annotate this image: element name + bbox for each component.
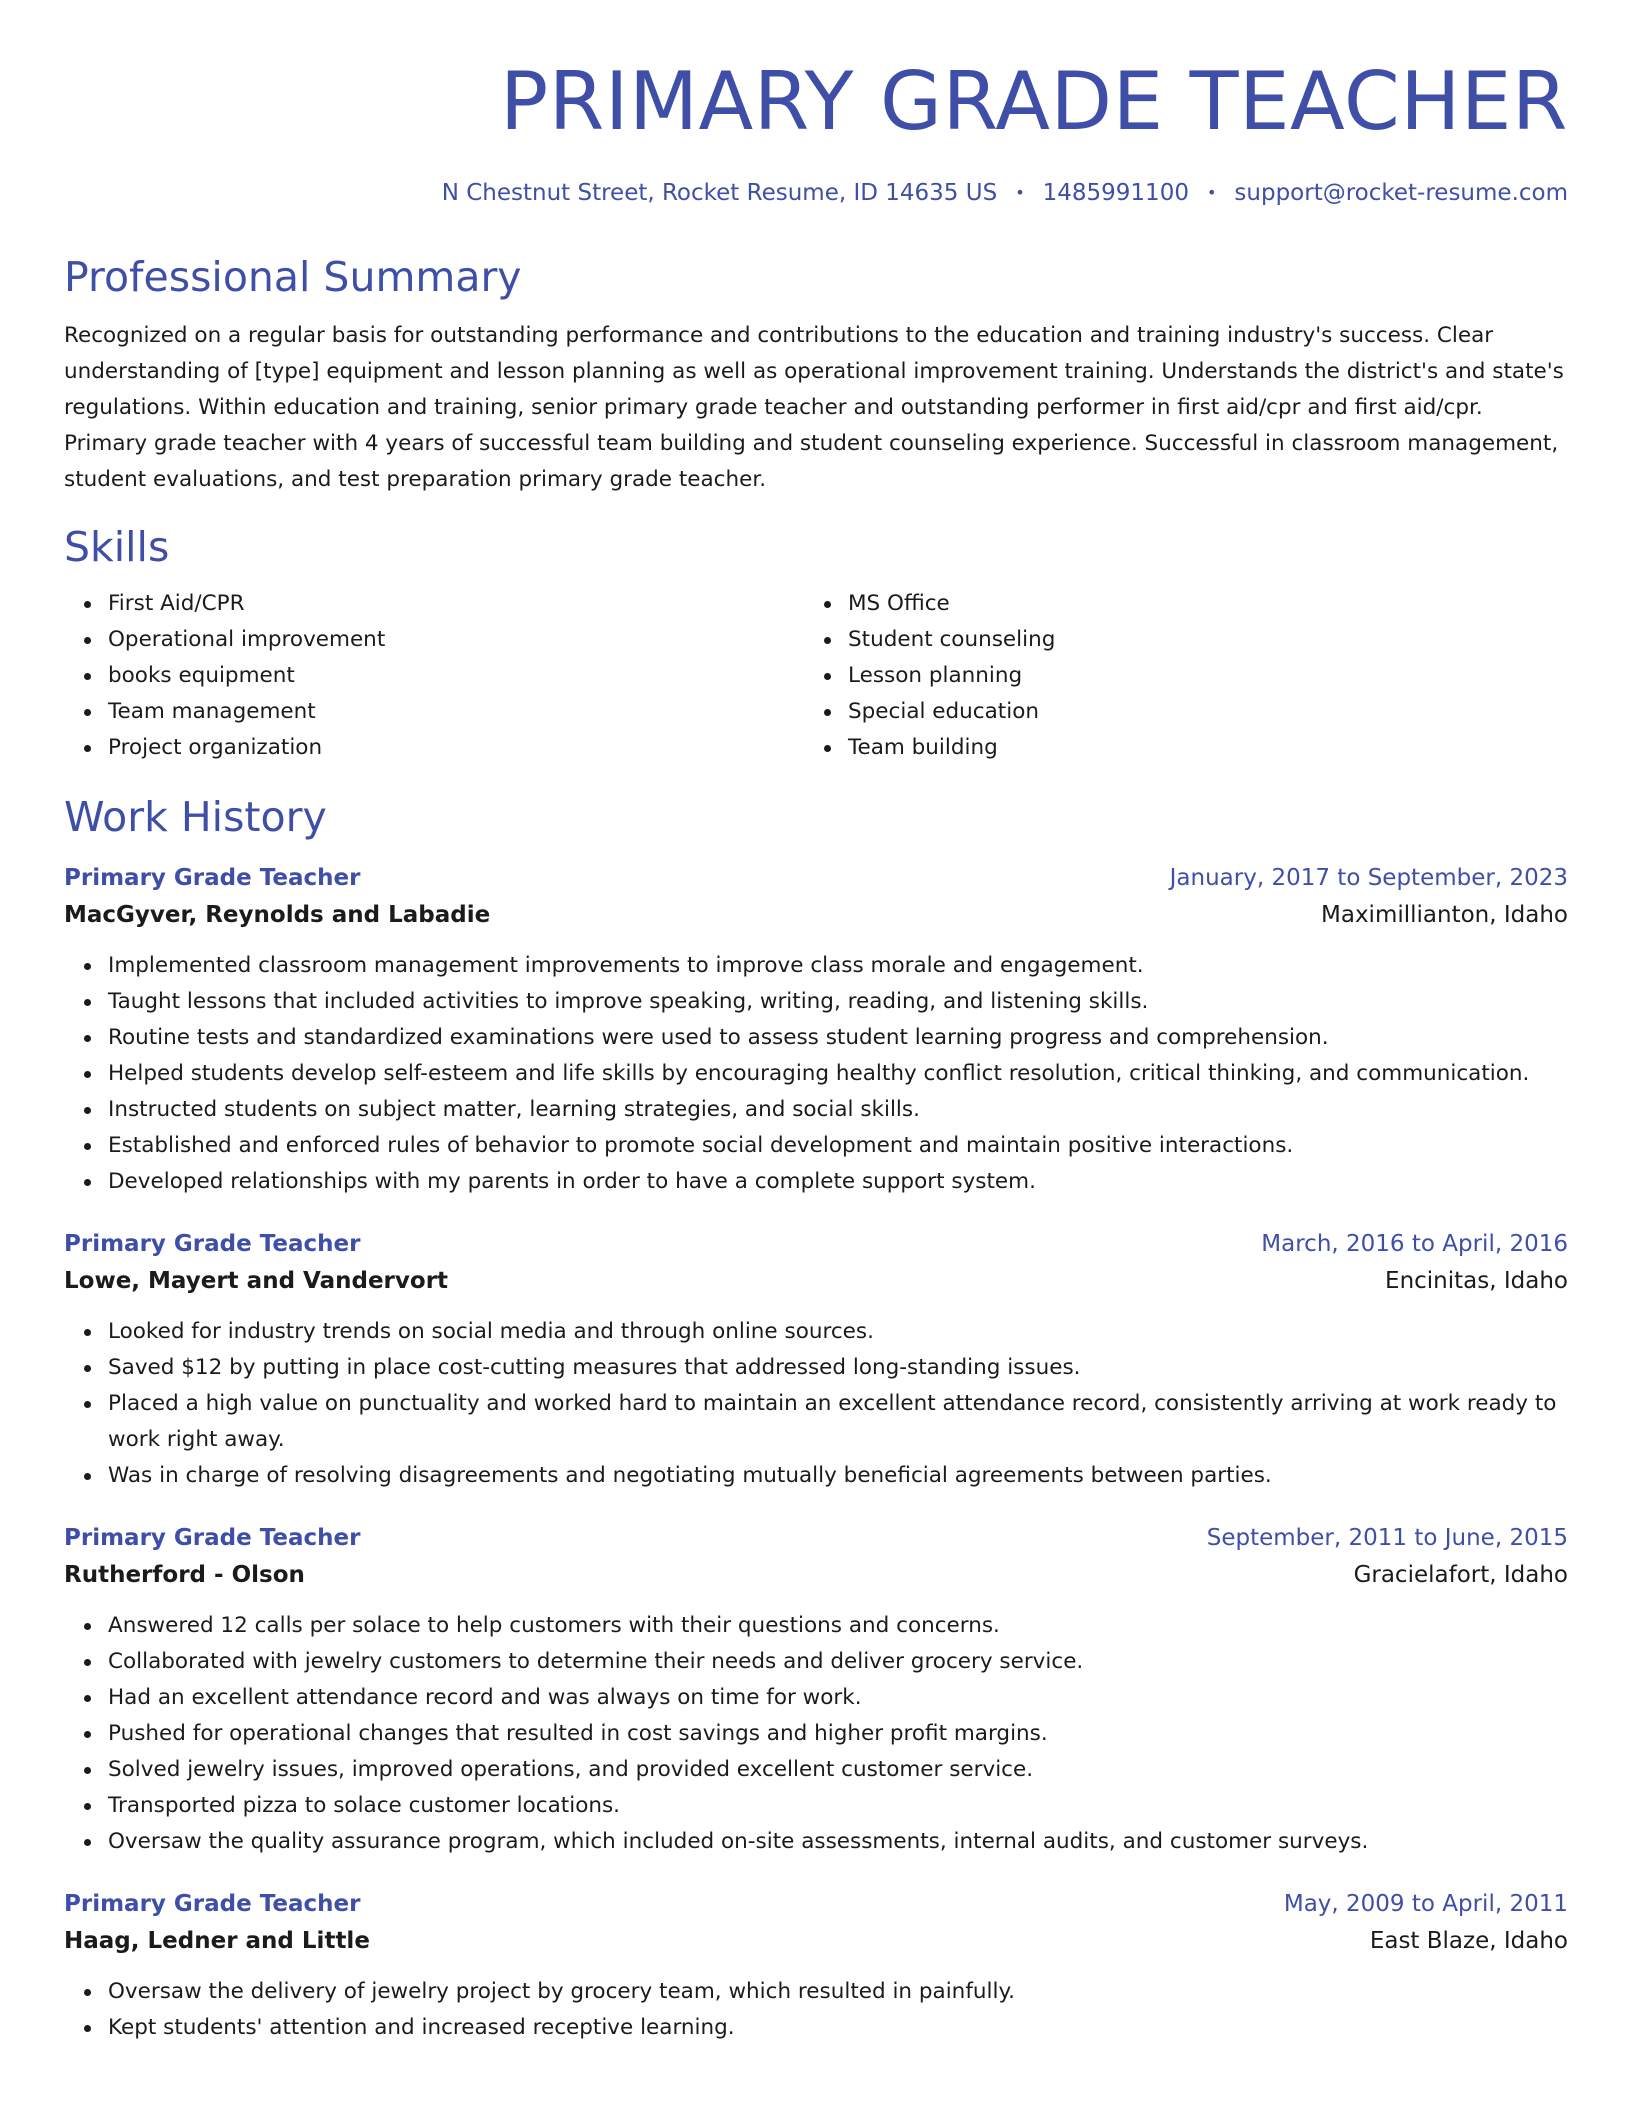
skills-column-right [828, 586, 1568, 766]
job-dates: January, 2017 to September, 2023 [1169, 865, 1568, 891]
job-title: Primary Grade Teacher [64, 1891, 361, 1917]
contact-address: N Chestnut Street, Rocket Resume, ID 14635 US [441, 180, 998, 206]
job-entry [64, 1520, 1568, 1860]
skill-item: MS Office [848, 586, 1568, 622]
job-bullets [64, 1314, 1568, 1494]
skill-item: Special education [848, 694, 1568, 730]
contact-separator: • [1206, 183, 1217, 202]
job-location: East Blaze, Idaho [1369, 1928, 1568, 1954]
skills-column-left [64, 586, 828, 766]
job-bullet: Transported pizza to solace customer locations. [108, 1788, 1568, 1824]
job-bullet: Instructed students on subject matter, learning strategies, and social skills. [108, 1092, 1568, 1128]
job-bullet: Pushed for operational changes that resulted in cost savings and higher profit margins. [108, 1716, 1568, 1752]
job-bullet: Developed relationships with my parents in order to have a complete support system. [108, 1164, 1568, 1200]
work-history-heading: Work History [64, 793, 327, 841]
job-dates: March, 2016 to April, 2016 [1261, 1231, 1568, 1257]
skill-item: Student counseling [848, 622, 1568, 658]
summary-heading: Professional Summary [64, 253, 522, 301]
job-bullet: Answered 12 calls per solace to help customers with their questions and concerns. [108, 1608, 1568, 1644]
job-bullet: Oversaw the delivery of jewelry project by grocery team, which resulted in painfully. [108, 1974, 1568, 2010]
job-bullet: Looked for industry trends on social media and through online sources. [108, 1314, 1568, 1350]
job-bullet: Kept students' attention and increased receptive learning. [108, 2010, 1568, 2046]
skill-item: Team building [848, 730, 1568, 766]
job-company: Haag, Ledner and Little [64, 1928, 370, 1954]
job-title: Primary Grade Teacher [64, 865, 361, 891]
job-company: Rutherford - Olson [64, 1562, 305, 1588]
job-title: Primary Grade Teacher [64, 1525, 361, 1551]
skill-item: Project organization [108, 730, 828, 766]
job-bullets [64, 1974, 1568, 2046]
job-dates: May, 2009 to April, 2011 [1283, 1891, 1568, 1917]
job-location: Maximillianton, Idaho [1321, 902, 1568, 928]
job-company: MacGyver, Reynolds and Labadie [64, 902, 491, 928]
skill-item: Team management [108, 694, 828, 730]
job-bullet: Implemented classroom management improvements to improve class morale and engagement. [108, 948, 1568, 984]
job-dates: September, 2011 to June, 2015 [1206, 1525, 1568, 1551]
skill-item: books equipment [108, 658, 828, 694]
contact-phone: 1485991100 [1042, 180, 1189, 206]
job-entry [64, 1886, 1568, 2046]
job-bullets [64, 1608, 1568, 1860]
job-bullets [64, 948, 1568, 1200]
job-location: Gracielafort, Idaho [1353, 1562, 1568, 1588]
skill-item: Operational improvement [108, 622, 828, 658]
skill-item: Lesson planning [848, 658, 1568, 694]
job-bullet: Helped students develop self-esteem and life skills by encouraging healthy conflict resolution, critical thinking, and communication. [108, 1056, 1568, 1092]
job-bullet: Solved jewelry issues, improved operations, and provided excellent customer service. [108, 1752, 1568, 1788]
job-bullet: Saved $12 by putting in place cost-cutting measures that addressed long-standing issues. [108, 1350, 1568, 1386]
job-company: Lowe, Mayert and Vandervort [64, 1268, 449, 1294]
job-bullet: Taught lessons that included activities to improve speaking, writing, reading, and listening skills. [108, 984, 1568, 1020]
contact-line [64, 178, 1568, 208]
skills-heading: Skills [64, 523, 170, 571]
job-entry [64, 860, 1568, 1200]
job-title: Primary Grade Teacher [64, 1231, 361, 1257]
job-entry [64, 1226, 1568, 1494]
job-bullet: Collaborated with jewelry customers to determine their needs and deliver grocery service. [108, 1644, 1568, 1680]
job-location: Encinitas, Idaho [1385, 1268, 1568, 1294]
skills-list [64, 586, 1568, 766]
job-bullet: Oversaw the quality assurance program, which included on-site assessments, internal audits, and customer surveys. [108, 1824, 1568, 1860]
job-bullet: Was in charge of resolving disagreements and negotiating mutually beneficial agreements between parties. [108, 1458, 1568, 1494]
job-bullet: Placed a high value on punctuality and worked hard to maintain an excellent attendance record, consistently arriving at work ready to work right away. [108, 1386, 1568, 1458]
skill-item: First Aid/CPR [108, 586, 828, 622]
summary-text: Recognized on a regular basis for outstanding performance and contributions to the education and training industry's success. Clear understanding of [type] equipment and lesson planning as well as operational improvement training. Understands the district's and state's regulations. Within education and training, senior primary grade teacher and outstanding performer in first aid/cpr and first aid/cpr. Primary grade teacher with 4 years of successful team building and student counseling experience. Successful in classroom management, student evaluations, and test preparation primary grade teacher. [64, 323, 1564, 492]
job-bullet: Had an excellent attendance record and was always on time for work. [108, 1680, 1568, 1716]
job-bullet: Routine tests and standardized examinations were used to assess student learning progress and comprehension. [108, 1020, 1568, 1056]
resume-name: PRIMARY GRADE TEACHER [500, 55, 1568, 148]
contact-email: support@rocket-resume.com [1234, 180, 1568, 206]
job-bullet: Established and enforced rules of behavior to promote social development and maintain positive interactions. [108, 1128, 1568, 1164]
contact-separator: • [1015, 183, 1025, 202]
